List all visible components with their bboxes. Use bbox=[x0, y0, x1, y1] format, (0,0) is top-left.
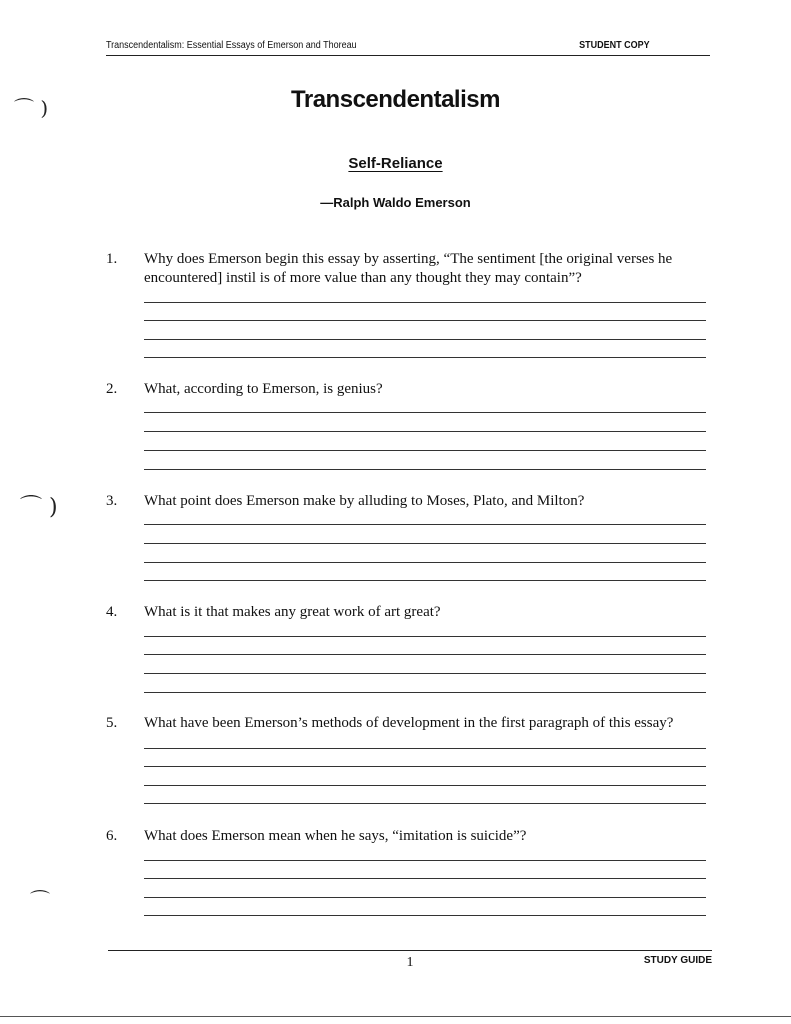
binder-hole-mark-bottom: ⌒ bbox=[30, 888, 50, 912]
question-text: What point does Emerson make by alluding to Moses, Plato, and Milton? bbox=[144, 493, 585, 509]
answer-line[interactable] bbox=[144, 543, 706, 544]
page-number: 1 bbox=[406, 955, 414, 970]
question-number: 2. bbox=[106, 381, 118, 397]
answer-line[interactable] bbox=[144, 412, 706, 413]
page-title: Transcendentalism bbox=[291, 86, 500, 113]
answer-line[interactable] bbox=[144, 524, 706, 525]
scan-edge-line bbox=[0, 1016, 791, 1017]
question-number: 4. bbox=[106, 604, 118, 620]
question-text: What does Emerson mean when he says, “imitation is suicide”? bbox=[144, 828, 527, 844]
answer-line[interactable] bbox=[144, 636, 706, 637]
answer-line[interactable] bbox=[144, 339, 706, 340]
essay-title bbox=[0, 155, 791, 172]
question-text: Why does Emerson begin this essay by asserting, “The sentiment [the original verses he encountered] instil is of more value than any thought they may contain”? bbox=[144, 251, 673, 286]
answer-line[interactable] bbox=[144, 878, 706, 879]
running-header bbox=[106, 40, 650, 51]
header-rule bbox=[106, 55, 710, 56]
header-book-title: Transcendentalism: Essential Essays of Emerson and Thoreau bbox=[106, 40, 357, 51]
answer-line[interactable] bbox=[144, 785, 706, 786]
answer-line[interactable] bbox=[144, 450, 706, 451]
answer-line[interactable] bbox=[144, 860, 706, 861]
question-number: 1. bbox=[106, 251, 118, 267]
answer-line[interactable] bbox=[144, 562, 706, 563]
binder-hole-mark-top: ⌒ ) bbox=[14, 96, 49, 120]
answer-line[interactable] bbox=[144, 654, 706, 655]
essay-title-text: Self-Reliance bbox=[348, 155, 443, 172]
question-text: What, according to Emerson, is genius? bbox=[144, 381, 383, 397]
answer-line[interactable] bbox=[144, 692, 706, 693]
binder-hole-mark-middle: ⌒ ) bbox=[20, 495, 58, 520]
header-copy-label: STUDENT COPY bbox=[579, 40, 650, 51]
answer-line[interactable] bbox=[144, 673, 706, 674]
answer-line[interactable] bbox=[144, 302, 706, 303]
question-number: 6. bbox=[106, 828, 118, 844]
answer-line[interactable] bbox=[144, 748, 706, 749]
footer-rule bbox=[108, 950, 712, 951]
footer-label: STUDY GUIDE bbox=[643, 955, 712, 966]
question-number: 5. bbox=[106, 715, 118, 731]
question-text: What have been Emerson’s methods of development in the first paragraph of this essay? bbox=[144, 715, 674, 731]
answer-line[interactable] bbox=[144, 469, 706, 470]
question-text: What is it that makes any great work of art great? bbox=[144, 604, 441, 620]
answer-line[interactable] bbox=[144, 320, 706, 321]
answer-line[interactable] bbox=[144, 357, 706, 358]
essay-author: —Ralph Waldo Emerson bbox=[320, 195, 471, 210]
answer-line[interactable] bbox=[144, 766, 706, 767]
answer-line[interactable] bbox=[144, 897, 706, 898]
question-number: 3. bbox=[106, 493, 118, 509]
answer-line[interactable] bbox=[144, 431, 706, 432]
answer-line[interactable] bbox=[144, 915, 706, 916]
answer-line[interactable] bbox=[144, 803, 706, 804]
answer-line[interactable] bbox=[144, 580, 706, 581]
